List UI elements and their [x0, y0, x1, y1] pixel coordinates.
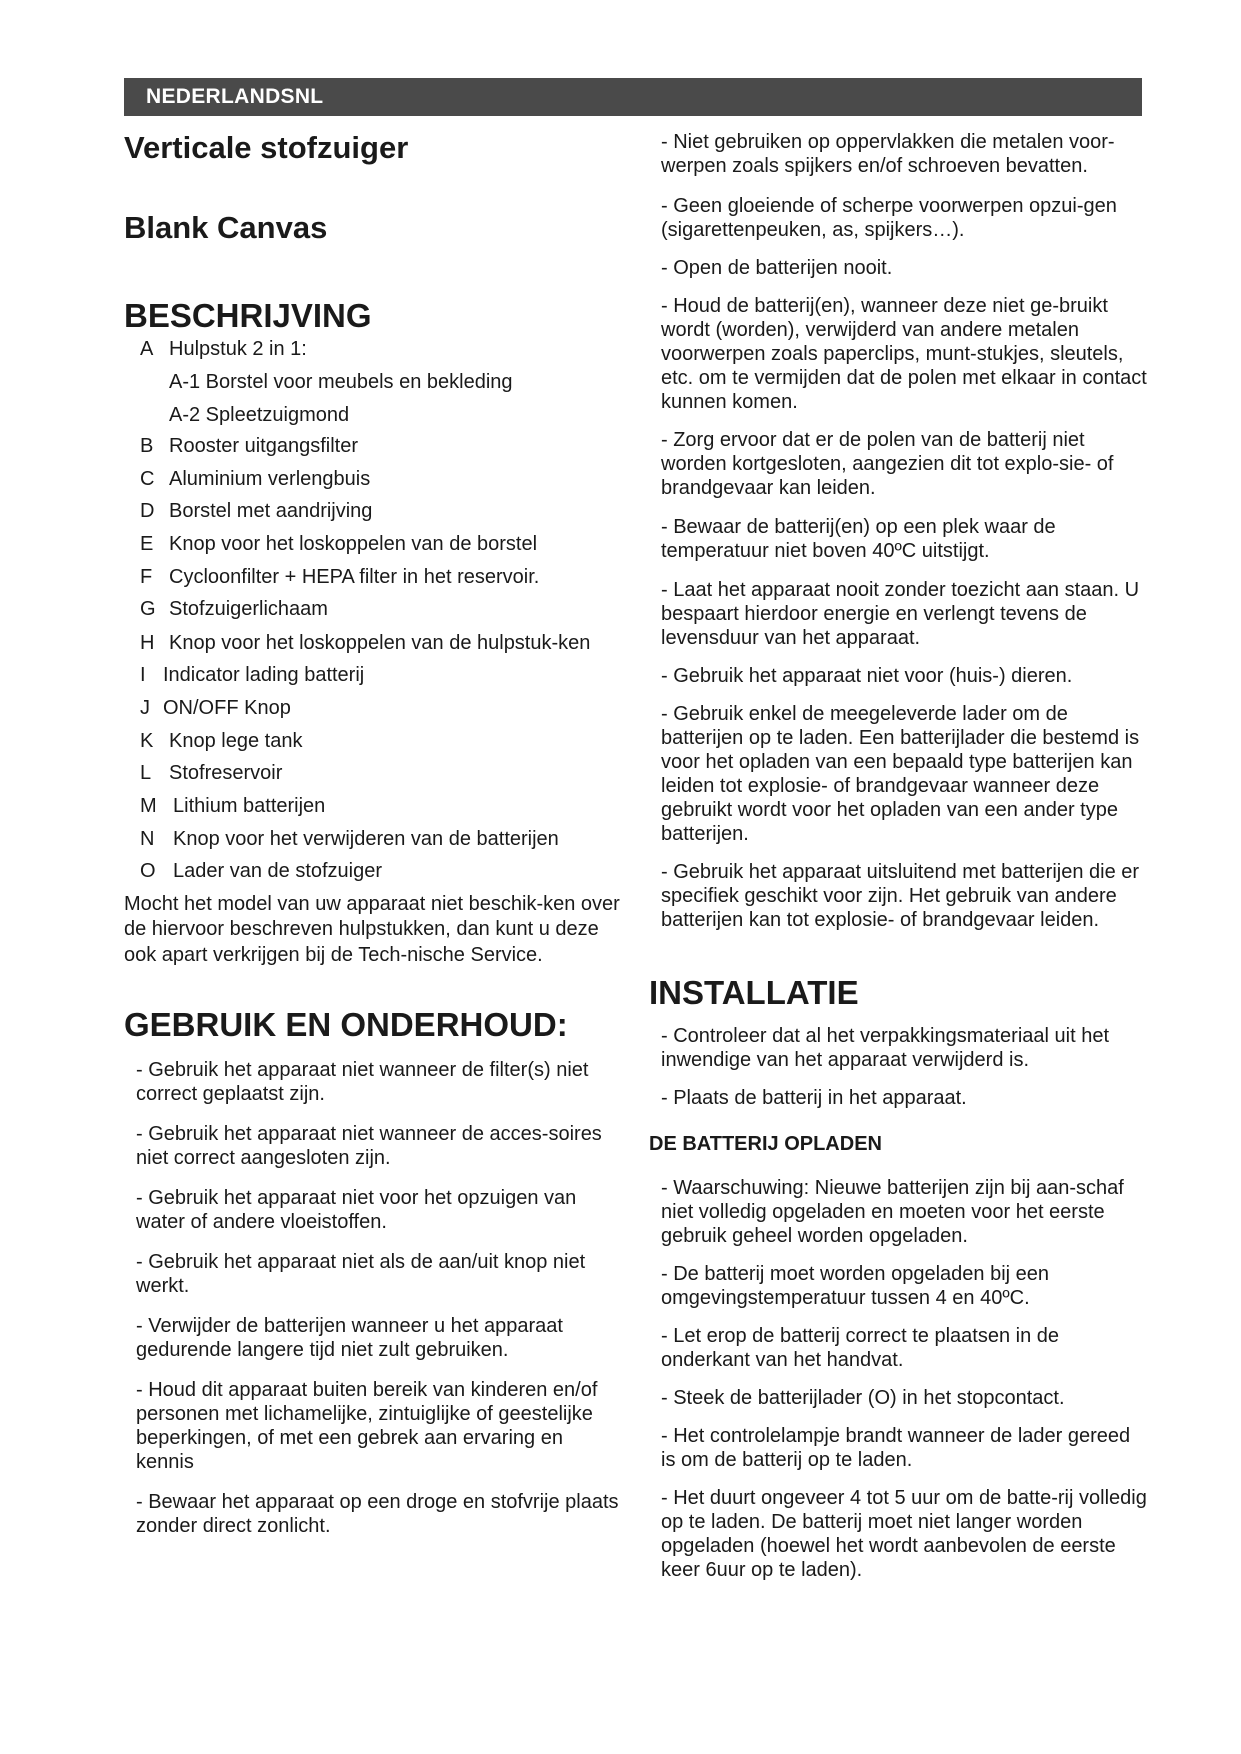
part-item: E Knop voor het loskoppelen van de borstel [140, 533, 538, 556]
safety-item: - Open de batterijen nooit. [661, 257, 893, 279]
opladen-item: - Waarschuwing: Nieuwe batterijen zijn bij aan-schaf niet volledig opgeladen en moeten voor het eerste gebruik geheel worden opgeladen. [661, 1176, 1124, 1247]
gebruik-item: - Gebruik het apparaat niet voor het opzuigen van water of andere vloeistoffen. [136, 1186, 577, 1233]
part-item: B Rooster uitgangsfilter [140, 435, 358, 458]
installatie-heading: INSTALLATIE [649, 974, 859, 1011]
language-header: NEDERLANDSNL [124, 78, 1142, 116]
gebruik-item: - Gebruik het apparaat niet wanneer de acces-soires niet correct aangesloten zijn. [136, 1122, 602, 1169]
opladen-item: - Steek de batterijlader (O) in het stopcontact. [661, 1386, 1065, 1409]
gebruik-item: - Verwijder de batterijen wanneer u het apparaat gedurende langere tijd niet zult gebruiken. [136, 1314, 563, 1361]
safety-item: - Laat het apparaat nooit zonder toezicht aan staan. U bespaart hierdoor energie en verlengt tevens de levensduur van het apparaat. [661, 579, 1140, 649]
subpart-item: A-1 Borstel voor meubels en bekleding [169, 371, 513, 394]
installatie-item: - Controleer dat al het verpakkingsmateriaal uit het inwendige van het apparaat verwijderd is. [661, 1024, 1110, 1071]
part-item: M Lithium batterijen [140, 795, 326, 818]
part-item: I Indicator lading batterij [140, 664, 365, 687]
safety-item: - Niet gebruiken op oppervlakken die metalen voor-werpen zoals spijkers en/of schroeven bevatten. [661, 131, 1115, 177]
part-item: C Aluminium verlengbuis [140, 468, 371, 491]
gebruik-heading: GEBRUIK EN ONDERHOUD: [124, 1005, 568, 1043]
opladen-item: - De batterij moet worden opgeladen bij een omgevingstemperatuur tussen 4 en 40ºC. [661, 1262, 1050, 1309]
beschrijving-heading: BESCHRIJVING [124, 297, 372, 335]
part-item: G Stofzuigerlichaam [140, 598, 328, 621]
safety-item: - Gebruik het apparaat uitsluitend met batterijen die er specifiek geschikt voor zijn. Het gebruik van andere batterijen kan tot explosie- of brandgevaar leiden. [661, 861, 1140, 931]
safety-item: - Geen gloeiende of scherpe voorwerpen opzui-gen (sigarettenpeuken, as, spijkers…). [661, 195, 1117, 241]
safety-item: - Gebruik enkel de meegeleverde lader om de batterijen op te laden. Een batterijlader die bestemd is voor het opladen van een bepaald type batterijen kan leiden tot explosie- of brandgevaar wanneer deze gebruikt wordt voor het opladen van een ander type batterijen. [661, 703, 1140, 845]
part-item: K Knop lege tank [140, 730, 303, 753]
gebruik-item: - Gebruik het apparaat niet als de aan/uit knop niet werkt. [136, 1250, 586, 1297]
opladen-item: - Let erop de batterij correct te plaatsen in de onderkant van het handvat. [661, 1324, 1060, 1371]
safety-item: - Houd de batterij(en), wanneer deze niet ge-bruikt wordt (worden), verwijderd van andere metalen voorwerpen zoals paperclips, munt-stukjes, sleutels, etc. om te vermijden dat de polen met elkaar in contact kunnen komen. [661, 295, 1147, 413]
part-item: O Lader van de stofzuiger [140, 860, 383, 883]
model-title: Blank Canvas [124, 209, 328, 245]
gebruik-item: - Bewaar het apparaat op een droge en stofvrije plaats zonder direct zonlicht. [136, 1490, 619, 1537]
gebruik-item: - Houd dit apparaat buiten bereik van kinderen en/of personen met lichamelijke, zintuiglijke of geestelijke beperkingen, of met een gebrek aan ervaring en kennis [136, 1378, 598, 1473]
installatie-item: - Plaats de batterij in het apparaat. [661, 1086, 967, 1109]
part-item: L Stofreservoir [140, 762, 283, 785]
part-item: H Knop voor het loskoppelen van de hulpstuk-ken [140, 632, 591, 655]
safety-item: - Gebruik het apparaat niet voor (huis-) dieren. [661, 665, 1073, 687]
part-item: J ON/OFF Knop [140, 697, 291, 720]
subpart-item: A-2 Spleetzuigmond [169, 404, 350, 427]
part-item: N Knop voor het verwijderen van de batterijen [140, 828, 559, 851]
accessories-note: Mocht het model van uw apparaat niet beschik-ken over de hiervoor beschreven hulpstukken, dan kunt u deze ook apart verkrijgen bij de Tech-nische Service. [124, 893, 620, 966]
left-column [124, 130, 624, 1538]
right-column [649, 130, 1149, 1582]
product-title: Verticale stofzuiger [124, 130, 409, 165]
opladen-item: - Het controlelampje brandt wanneer de lader gereed is om de batterij op te laden. [661, 1424, 1131, 1471]
part-item: F Cycloonfilter + HEPA filter in het reservoir. [140, 566, 540, 589]
safety-item: - Zorg ervoor dat er de polen van de batterij niet worden kortgesloten, aangezien dit tot explo-sie- of brandgevaar kan leiden. [661, 429, 1114, 499]
part-item: D Borstel met aandrijving [140, 500, 373, 523]
safety-item: - Bewaar de batterij(en) op een plek waar de temperatuur niet boven 40ºC uitstijgt. [661, 516, 1056, 562]
part-item: A Hulpstuk 2 in 1: [140, 338, 307, 361]
gebruik-item: - Gebruik het apparaat niet wanneer de filter(s) niet correct geplaatst zijn. [136, 1058, 589, 1105]
opladen-item: - Het duurt ongeveer 4 tot 5 uur om de batte-rij volledig op te laden. De batterij moet niet langer worden opgeladen (hoewel het wordt aanbevolen de eerste keer 6uur op te laden). [661, 1486, 1147, 1581]
opladen-heading: DE BATTERIJ OPLADEN [649, 1132, 882, 1155]
